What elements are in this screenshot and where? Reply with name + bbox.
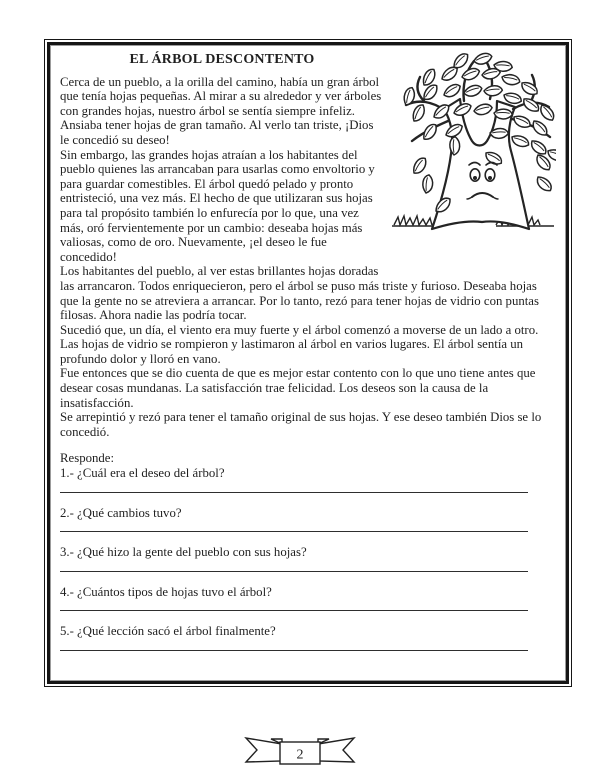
question-3: 3.- ¿Qué hizo la gente del pueblo con sus hojas? — [60, 545, 307, 560]
story-paragraph-6: Se arrepintió y rezó para tener el tamaño original de sus hojas. Y ese deseo también Dios se lo concedió. — [60, 410, 542, 439]
page-number-ribbon — [242, 735, 358, 769]
answer-line-1 — [60, 492, 528, 493]
story-paragraph-3: Los habitantes del pueblo, al ver estas brillantes hojas doradas las arrancaron. Todos enriquecieron, pero el árbol se puso más triste y furioso. Deseaba hojas que la gente no se atreviera a arrancar. Por lo tanto, rezó para tener hojas de vidrio con puntas filosas. Ahora nadie las podría tocar. — [60, 264, 539, 323]
border-frame-inner-line — [50, 45, 566, 681]
question-4: 4.- ¿Cuántos tipos de hojas tuvo el árbol? — [60, 584, 272, 599]
question-1: 1.- ¿Cuál era el deseo del árbol? — [60, 466, 225, 481]
page-number: 2 — [296, 747, 304, 763]
question-2: 2.- ¿Qué cambios tuvo? — [60, 505, 182, 520]
story-paragraph-5: Fue entonces que se dio cuenta de que es mejor estar contento con lo que uno tiene antes que desear cosas mundanas. La satisfacción trae felicidad. Los deseos son la causa de la insatisfacción. — [60, 366, 536, 410]
border-frame-middle-line — [47, 42, 569, 684]
answer-line-5 — [60, 650, 528, 651]
ribbon-banner-icon — [242, 735, 358, 769]
document-content — [51, 46, 565, 651]
answer-line-3 — [60, 571, 528, 572]
answer-line-2 — [60, 531, 528, 532]
story-paragraph-2: Sin embargo, las grandes hojas atraían a los habitantes del pueblo quienes las arrancaban para usarlas como envoltorio y para guardar comestibles. El árbol quedó pelado y pronto entristeció, una vez más. El hecho de que utilizaran sus hojas para tal propósito también lo enfurecía por lo que, una vez más, oró fervientemente por un cambio: deseaba hojas más valiosas, como de oro. Nuevamente, ¡el deseo le fue concedido! — [60, 147, 375, 264]
story-paragraph-4: Sucedió que, un día, el viento era muy fuerte y el árbol comenzó a moverse de un lado a otro. Las hojas de vidrio se rompieron y lastimaron al árbol en varios lugares. El árbol sentía un profundo dolor y lloró en vano. — [60, 322, 539, 366]
question-5: 5.- ¿Qué lección sacó el árbol finalmente? — [60, 624, 276, 639]
responde-label: Responde: — [60, 451, 115, 466]
grass-left — [392, 216, 438, 226]
decorative-border-frame — [44, 39, 572, 687]
tree-figure — [390, 51, 556, 276]
answer-line-4 — [60, 610, 528, 611]
story-title: EL ÁRBOL DESCONTENTO — [129, 52, 315, 67]
questions-section — [60, 466, 556, 651]
story-paragraph-1: Cerca de un pueblo, a la orilla del camino, había un gran árbol que tenía hojas pequeñas. Al mirar a su alrededor y ver árboles con grandes hojas, nuestro árbol se sentía siempre infeliz. Ansiaba tener hojas de gran tamaño. Al verlo tan triste, ¡Dios le concedió su deseo! — [60, 74, 382, 147]
sad-tree-illustration — [390, 51, 556, 233]
